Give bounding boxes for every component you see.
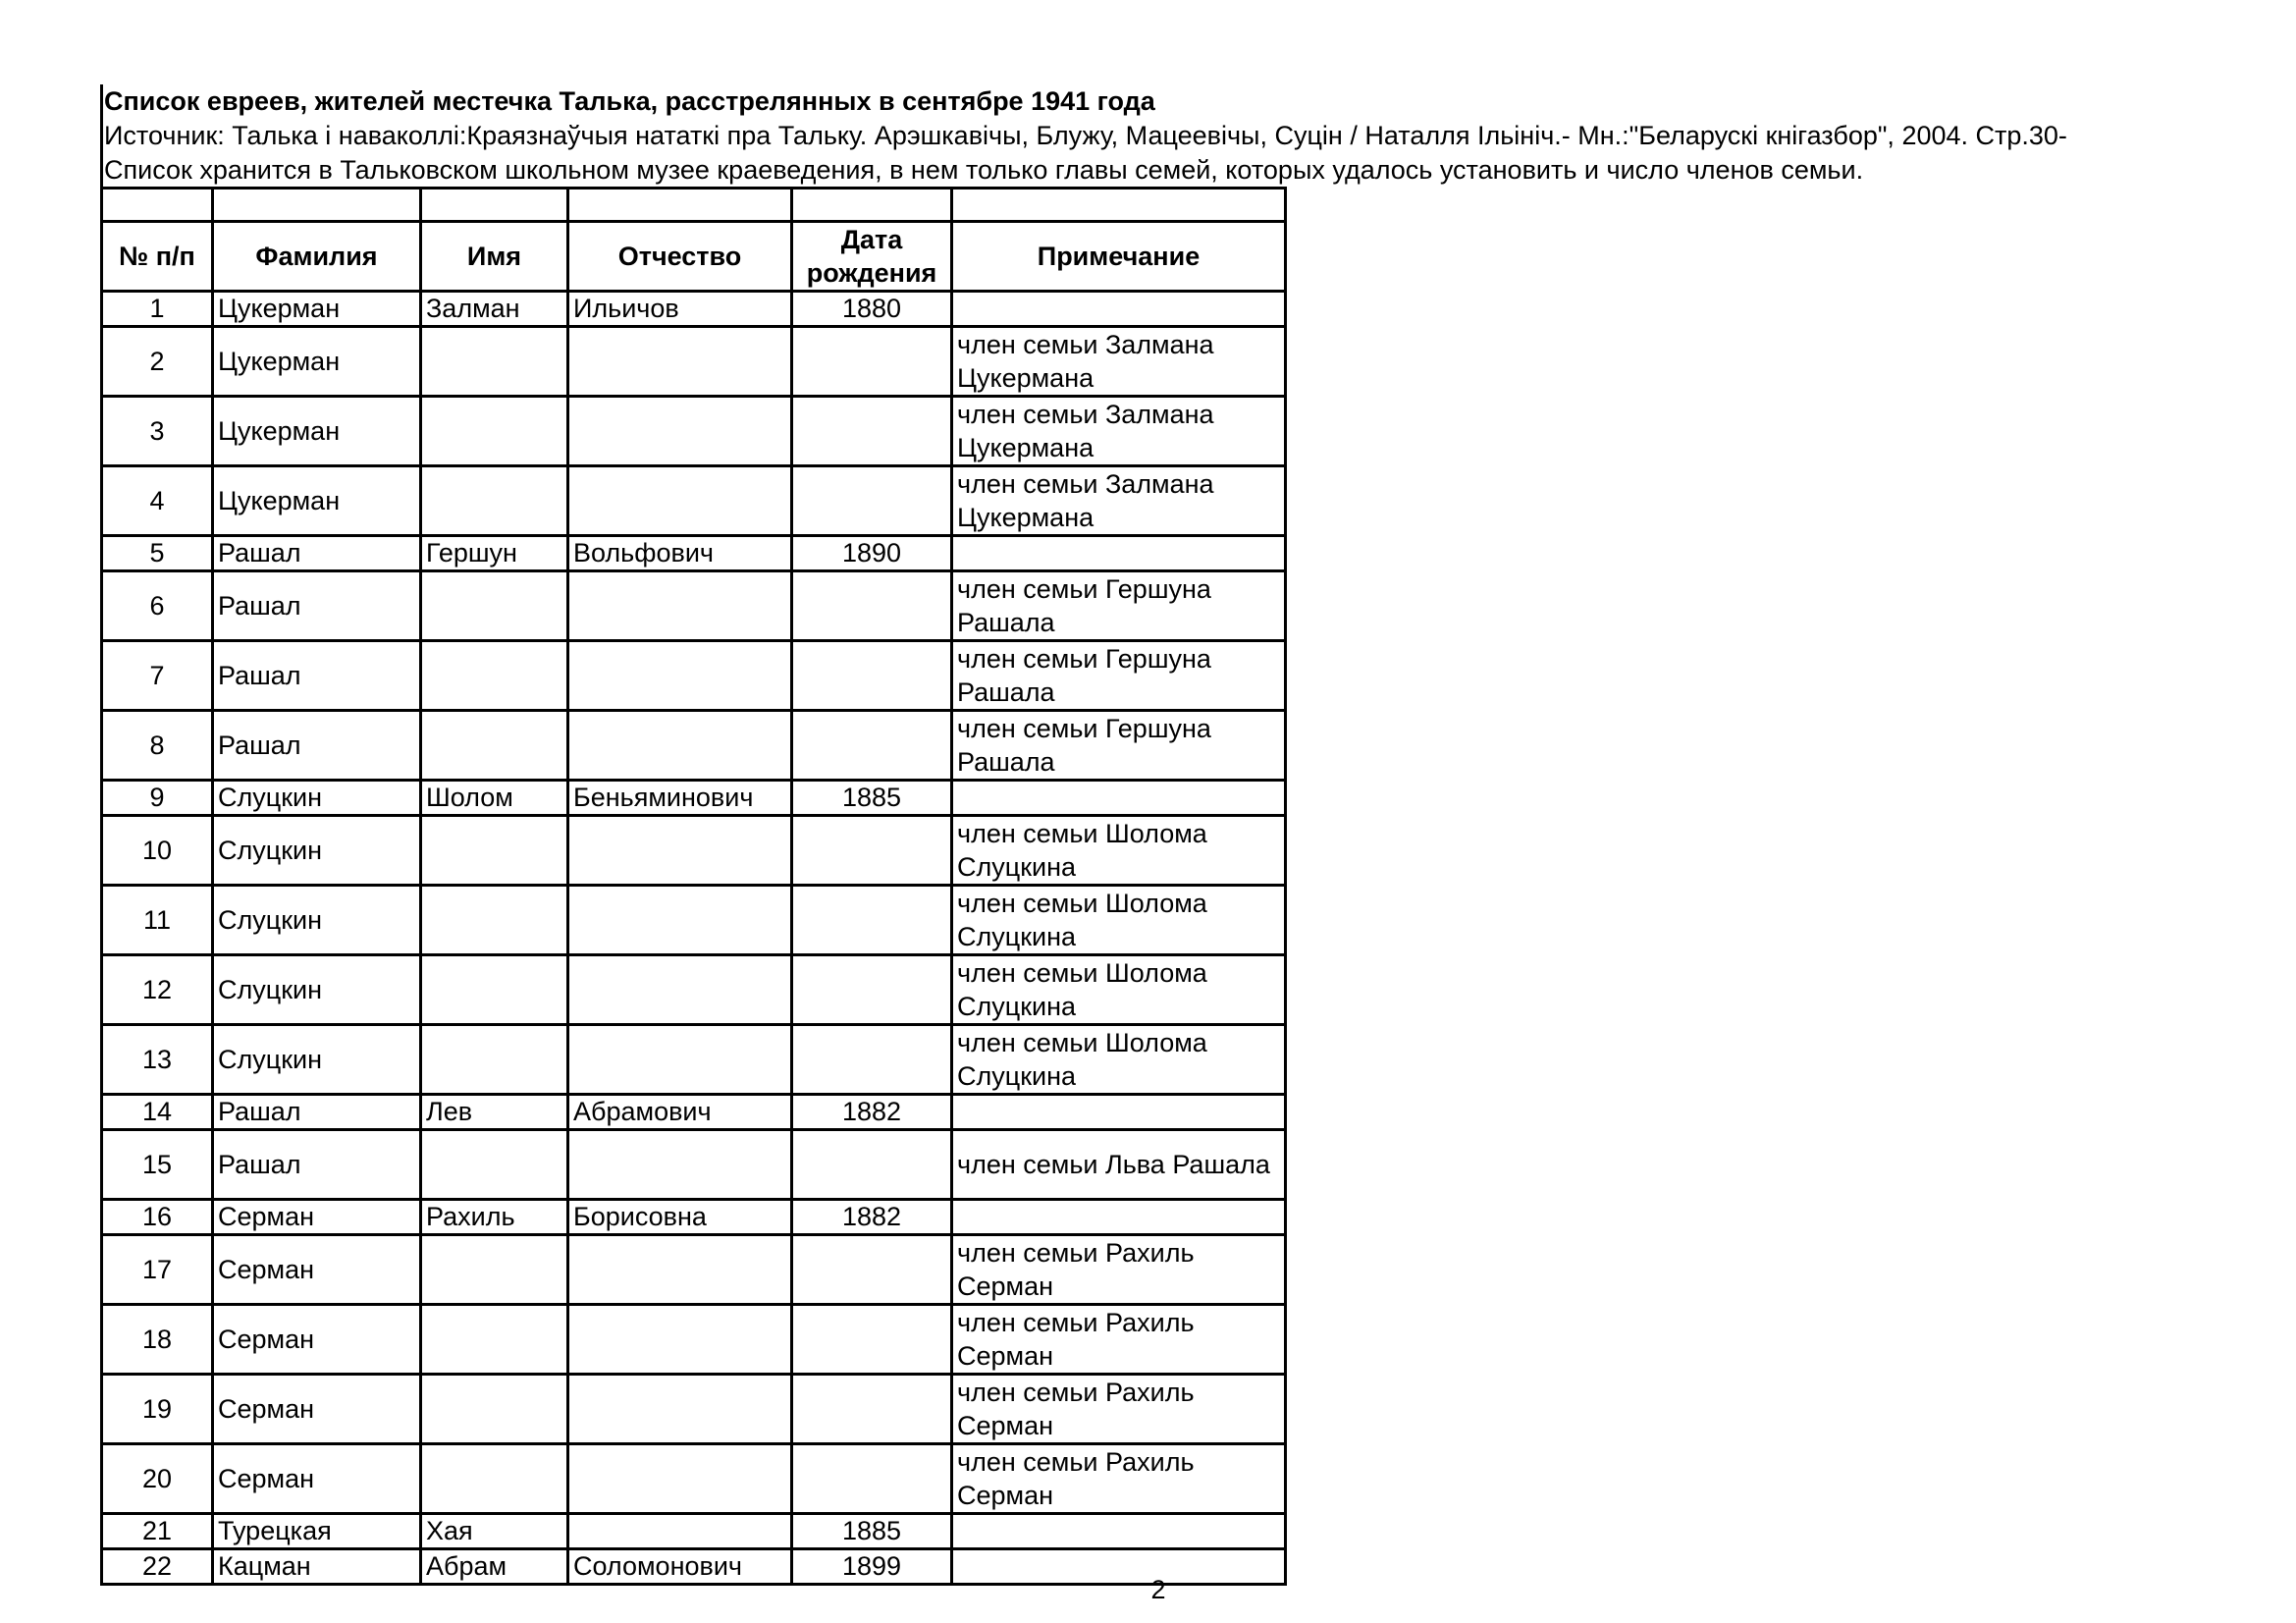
cell-patronymic bbox=[568, 816, 792, 886]
cell-birth-date bbox=[792, 1305, 952, 1375]
cell-num: 18 bbox=[102, 1305, 213, 1375]
cell-remark bbox=[952, 536, 1286, 571]
cell-num: 13 bbox=[102, 1025, 213, 1095]
header-name: Имя bbox=[421, 222, 568, 292]
cell-remark bbox=[952, 1200, 1286, 1235]
cell-remark: член семьи Рахиль Серман bbox=[952, 1305, 1286, 1375]
cell-num: 12 bbox=[102, 955, 213, 1025]
cell-surname: Слуцкин bbox=[213, 886, 421, 955]
cell-name bbox=[421, 1025, 568, 1095]
cell-name bbox=[421, 1444, 568, 1514]
cell-patronymic bbox=[568, 1130, 792, 1200]
cell-num: 17 bbox=[102, 1235, 213, 1305]
cell-num: 4 bbox=[102, 466, 213, 536]
cell-birth-date bbox=[792, 816, 952, 886]
cell-birth-date: 1890 bbox=[792, 536, 952, 571]
cell-birth-date bbox=[792, 397, 952, 466]
cell-patronymic bbox=[568, 1514, 792, 1549]
cell-birth-date bbox=[792, 1025, 952, 1095]
table-row bbox=[102, 1305, 1286, 1375]
cell-patronymic bbox=[568, 1444, 792, 1514]
cell-name bbox=[421, 816, 568, 886]
cell-name bbox=[421, 1305, 568, 1375]
cell-remark: член семьи Гершуна Рашала bbox=[952, 641, 1286, 711]
header-surname: Фамилия bbox=[213, 222, 421, 292]
cell-birth-date bbox=[792, 1444, 952, 1514]
cell-num: 2 bbox=[102, 327, 213, 397]
cell-surname: Слуцкин bbox=[213, 1025, 421, 1095]
cell-patronymic bbox=[568, 571, 792, 641]
cell-remark: член семьи Залмана Цукермана bbox=[952, 327, 1286, 397]
cell-num: 10 bbox=[102, 816, 213, 886]
cell-surname: Цукерман bbox=[213, 327, 421, 397]
cell-birth-date bbox=[792, 466, 952, 536]
cell-num: 21 bbox=[102, 1514, 213, 1549]
cell-remark: член семьи Гершуна Рашала bbox=[952, 571, 1286, 641]
cell-surname: Серман bbox=[213, 1200, 421, 1235]
cell-name bbox=[421, 1375, 568, 1444]
cell-remark: член семьи Залмана Цукермана bbox=[952, 466, 1286, 536]
table-row bbox=[102, 781, 1286, 816]
cell-patronymic: Абрамович bbox=[568, 1095, 792, 1130]
cell-surname: Серман bbox=[213, 1375, 421, 1444]
cell-name bbox=[421, 466, 568, 536]
cell-remark: член семьи Шолома Слуцкина bbox=[952, 1025, 1286, 1095]
cell-num: 16 bbox=[102, 1200, 213, 1235]
cell-remark: член семьи Гершуна Рашала bbox=[952, 711, 1286, 781]
table-row bbox=[102, 955, 1286, 1025]
cell-patronymic: Борисовна bbox=[568, 1200, 792, 1235]
cell-name bbox=[421, 1235, 568, 1305]
cell-remark bbox=[952, 781, 1286, 816]
victims-table bbox=[100, 187, 1287, 1586]
cell-birth-date: 1880 bbox=[792, 292, 952, 327]
table-row bbox=[102, 1130, 1286, 1200]
cell-num: 20 bbox=[102, 1444, 213, 1514]
cell-patronymic bbox=[568, 1305, 792, 1375]
left-margin-rule bbox=[100, 84, 103, 187]
cell-num: 3 bbox=[102, 397, 213, 466]
table-row bbox=[102, 816, 1286, 886]
cell-remark: член семьи Шолома Слуцкина bbox=[952, 955, 1286, 1025]
cell-birth-date bbox=[792, 1130, 952, 1200]
cell-remark bbox=[952, 1514, 1286, 1549]
cell-remark: член семьи Рахиль Серман bbox=[952, 1235, 1286, 1305]
table-row bbox=[102, 1514, 1286, 1549]
cell-patronymic: Вольфович bbox=[568, 536, 792, 571]
cell-surname: Цукерман bbox=[213, 292, 421, 327]
table-row bbox=[102, 292, 1286, 327]
cell-patronymic bbox=[568, 327, 792, 397]
cell-patronymic bbox=[568, 1375, 792, 1444]
cell-name bbox=[421, 641, 568, 711]
table-header-row bbox=[102, 222, 1286, 292]
cell-surname: Слуцкин bbox=[213, 816, 421, 886]
table-row bbox=[102, 1444, 1286, 1514]
table-row bbox=[102, 1200, 1286, 1235]
cell-remark: член семьи Рахиль Серман bbox=[952, 1375, 1286, 1444]
header-birth-date: Дата рождения bbox=[792, 222, 952, 292]
cell-num: 6 bbox=[102, 571, 213, 641]
cell-surname: Серман bbox=[213, 1444, 421, 1514]
page-number: 2 bbox=[1150, 1575, 1166, 1604]
cell-birth-date bbox=[792, 571, 952, 641]
cell-name bbox=[421, 397, 568, 466]
cell-surname: Рашал bbox=[213, 641, 421, 711]
cell-name: Хая bbox=[421, 1514, 568, 1549]
cell-num: 7 bbox=[102, 641, 213, 711]
cell-surname: Рашал bbox=[213, 1095, 421, 1130]
cell-patronymic bbox=[568, 397, 792, 466]
table-row bbox=[102, 1549, 1286, 1585]
cell-name bbox=[421, 1130, 568, 1200]
cell-num: 9 bbox=[102, 781, 213, 816]
table-row bbox=[102, 641, 1286, 711]
cell-name bbox=[421, 571, 568, 641]
cell-remark: член семьи Шолома Слуцкина bbox=[952, 816, 1286, 886]
cell-remark: член семьи Шолома Слуцкина bbox=[952, 886, 1286, 955]
source-citation: Источник: Талька і наваколлі:Краязнаўчыя нататкі пра Тальку. Арэшкавічы, Блужу, Мацеевічы, Суцін / Наталля Ільініч.- Мн.:"Беларускі кнігазбор", 2004. Стр.30- bbox=[104, 121, 2067, 150]
cell-birth-date bbox=[792, 641, 952, 711]
cell-name bbox=[421, 327, 568, 397]
cell-surname: Цукерман bbox=[213, 397, 421, 466]
cell-surname: Рашал bbox=[213, 536, 421, 571]
table-row bbox=[102, 1235, 1286, 1305]
cell-surname: Рашал bbox=[213, 571, 421, 641]
cell-patronymic bbox=[568, 955, 792, 1025]
cell-birth-date: 1882 bbox=[792, 1095, 952, 1130]
cell-name bbox=[421, 711, 568, 781]
header-num: № п/п bbox=[102, 222, 213, 292]
cell-patronymic bbox=[568, 1235, 792, 1305]
cell-patronymic bbox=[568, 641, 792, 711]
cell-birth-date: 1882 bbox=[792, 1200, 952, 1235]
cell-remark bbox=[952, 292, 1286, 327]
cell-name bbox=[421, 955, 568, 1025]
cell-birth-date: 1885 bbox=[792, 781, 952, 816]
cell-name: Лев bbox=[421, 1095, 568, 1130]
cell-birth-date bbox=[792, 711, 952, 781]
cell-remark: член семьи Рахиль Серман bbox=[952, 1444, 1286, 1514]
cell-surname: Кацман bbox=[213, 1549, 421, 1585]
cell-patronymic bbox=[568, 466, 792, 536]
header-patronymic: Отчество bbox=[568, 222, 792, 292]
cell-birth-date bbox=[792, 1235, 952, 1305]
cell-surname: Слуцкин bbox=[213, 955, 421, 1025]
cell-name: Рахиль bbox=[421, 1200, 568, 1235]
document-header bbox=[104, 84, 2264, 188]
cell-name: Шолом bbox=[421, 781, 568, 816]
table-row bbox=[102, 327, 1286, 397]
cell-name: Залман bbox=[421, 292, 568, 327]
cell-birth-date bbox=[792, 886, 952, 955]
cell-num: 5 bbox=[102, 536, 213, 571]
cell-birth-date bbox=[792, 1375, 952, 1444]
header-remark: Примечание bbox=[952, 222, 1286, 292]
table-spacer-row bbox=[102, 189, 1286, 222]
table-row bbox=[102, 571, 1286, 641]
storage-note: Список хранится в Тальковском школьном музее краеведения, в нем только главы семей, которых удалось установить и число членов семьи. bbox=[104, 155, 1864, 185]
table-row bbox=[102, 1095, 1286, 1130]
cell-remark: член семьи Залмана Цукермана bbox=[952, 397, 1286, 466]
cell-remark bbox=[952, 1095, 1286, 1130]
table-row bbox=[102, 711, 1286, 781]
cell-num: 15 bbox=[102, 1130, 213, 1200]
cell-surname: Турецкая bbox=[213, 1514, 421, 1549]
cell-surname: Слуцкин bbox=[213, 781, 421, 816]
cell-name: Гершун bbox=[421, 536, 568, 571]
cell-name: Абрам bbox=[421, 1549, 568, 1585]
table-row bbox=[102, 536, 1286, 571]
cell-birth-date bbox=[792, 327, 952, 397]
cell-surname: Цукерман bbox=[213, 466, 421, 536]
cell-birth-date bbox=[792, 955, 952, 1025]
cell-surname: Рашал bbox=[213, 711, 421, 781]
cell-num: 8 bbox=[102, 711, 213, 781]
cell-birth-date: 1899 bbox=[792, 1549, 952, 1585]
table-row bbox=[102, 397, 1286, 466]
cell-patronymic: Ильичов bbox=[568, 292, 792, 327]
cell-num: 19 bbox=[102, 1375, 213, 1444]
cell-num: 14 bbox=[102, 1095, 213, 1130]
cell-patronymic bbox=[568, 711, 792, 781]
cell-surname: Рашал bbox=[213, 1130, 421, 1200]
table-row bbox=[102, 466, 1286, 536]
cell-birth-date: 1885 bbox=[792, 1514, 952, 1549]
cell-patronymic: Соломонович bbox=[568, 1549, 792, 1585]
cell-surname: Серман bbox=[213, 1235, 421, 1305]
table-row bbox=[102, 1025, 1286, 1095]
table-row bbox=[102, 886, 1286, 955]
cell-surname: Серман bbox=[213, 1305, 421, 1375]
cell-patronymic bbox=[568, 1025, 792, 1095]
document-title: Список евреев, жителей местечка Талька, расстрелянных в сентябре 1941 года bbox=[104, 86, 1155, 116]
cell-remark bbox=[952, 1549, 1286, 1585]
cell-patronymic: Беньяминович bbox=[568, 781, 792, 816]
cell-name bbox=[421, 886, 568, 955]
table-row bbox=[102, 1375, 1286, 1444]
cell-remark: член семьи Льва Рашала bbox=[952, 1130, 1286, 1200]
cell-num: 11 bbox=[102, 886, 213, 955]
cell-num: 22 bbox=[102, 1549, 213, 1585]
cell-patronymic bbox=[568, 886, 792, 955]
cell-num: 1 bbox=[102, 292, 213, 327]
